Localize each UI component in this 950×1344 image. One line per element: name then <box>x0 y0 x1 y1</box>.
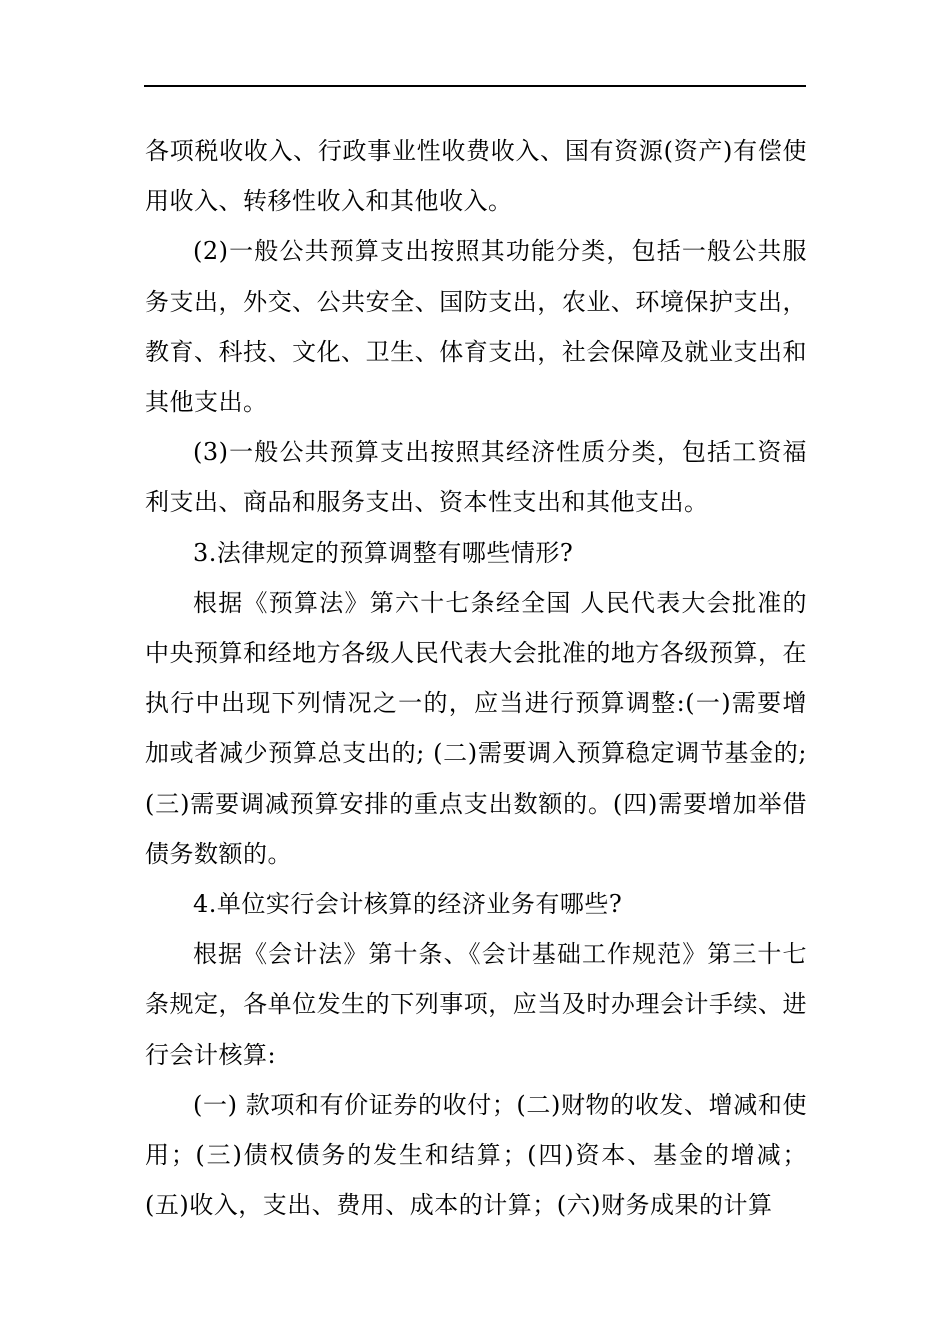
question-heading-3: 3.法律规定的预算调整有哪些情形? <box>193 538 574 567</box>
paragraph-accounting-law: 根据《会计法》第十条、《会计基础工作规范》第三十七条规定，各单位发生的下列事项，应当及时办理会计手续、进行会计核算: <box>145 940 807 1069</box>
paragraph-accounting-items: (一) 款项和有价证券的收付；(二)财物的收发、增减和使用；(三)债权债务的发生和结算；(四)资本、基金的增减；(五)收入，支出、费用、成本的计算；(六)财务成果的计算 <box>145 1090 807 1220</box>
paragraph-continuation: 各项税收收入、行政事业性收费收入、国有资源(资产)有偿使用收入、转移性收入和其他收入。 <box>145 137 807 216</box>
question-heading-4: 4.单位实行会计核算的经济业务有哪些? <box>193 890 623 919</box>
document-body <box>145 126 807 1230</box>
paragraph-expenditure-economic: (3)一般公共预算支出按照其经济性质分类，包括工资福利支出、商品和服务支出、资本性支出和其他支出。 <box>145 438 807 517</box>
paragraph-expenditure-function: (2)一般公共预算支出按照其功能分类，包括一般公共服务支出，外交、公共安全、国防支出，农业、环境保护支出，教育、科技、文化、卫生、体育支出，社会保障及就业支出和其他支出。 <box>145 237 807 417</box>
paragraph-budget-adjustment: 根据《预算法》第六十七条经全国 人民代表大会批准的中央预算和经地方各级人民代表大会批准的地方各级预算，在执行中出现下列情况之一的，应当进行预算调整:(一)需要增加或者减少预算总支出的; (二)需要调入预算稳定调节基金的;(三)需要调减预算安排的重点支出数额的。(四)需要增加举借债务数额的。 <box>145 588 807 868</box>
header-rule <box>144 85 806 87</box>
